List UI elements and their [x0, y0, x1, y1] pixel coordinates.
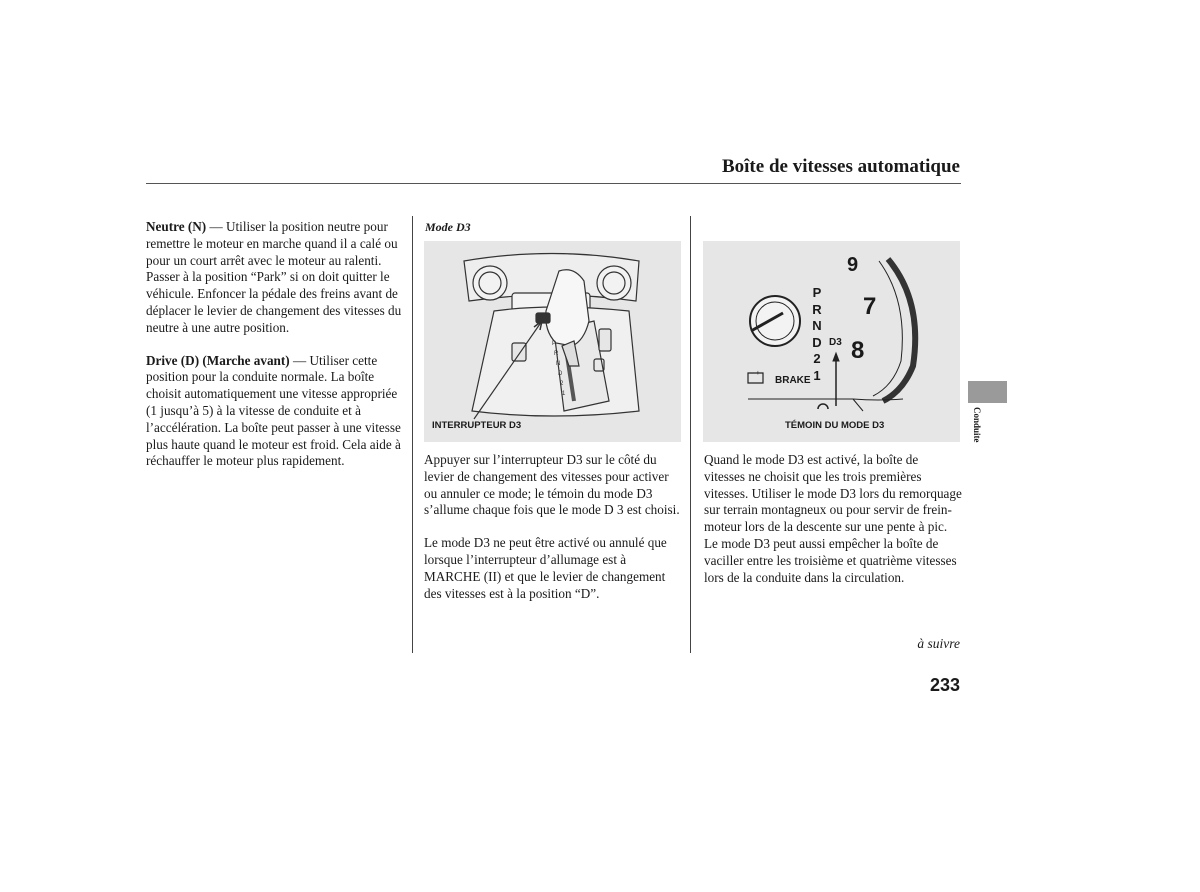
drive-term: Drive (D) (Marche avant) — [146, 352, 290, 368]
section-tab-label: Conduite — [972, 407, 982, 443]
column-3-text — [704, 452, 962, 586]
d3-conditions-paragraph: Le mode D3 ne peut être activé ou annulé que lorsque l’interrupteur d’allumage est à MARCHE (II) et que le levier de changement des vitesses est à la position “D”. — [424, 535, 667, 601]
drive-body: — Utiliser cette position pour la conduite normale. La boîte choisit automatiquement une vitesse appropriée (1 jusqu’à 5) à la vitesse de conduite et à l’accélération. La boîte peut passer à une vitesse plus haute quand le moteur est froid. Cela aide à réchauffer le moteur plus rapidement. — [146, 352, 401, 469]
d3-indicator-figure — [703, 241, 960, 442]
d3-mode-paragraph: Quand le mode D3 est activé, la boîte de vitesses ne choisit que les trois premières vitesses. Utiliser le mode D3 lors du remorquage sur terrain montagneux ou pour servir de frein-moteur lors de la descente sur une pente à pic. Le mode D3 peut aussi empêcher la boîte de vaciller entre les troisième et quatrième vitesses lors de la conduite dans la circulation. — [704, 452, 962, 585]
svg-text:2: 2 — [560, 381, 564, 387]
gear-2: 2 — [813, 351, 821, 366]
neutral-term: Neutre (N) — [146, 219, 207, 234]
gear-shifter-illustration — [424, 241, 681, 442]
svg-text:D: D — [558, 371, 563, 377]
header-rule — [146, 183, 961, 184]
continued-note: à suivre — [917, 636, 960, 651]
tach-number-6: 6 — [847, 252, 859, 274]
section-tab — [968, 381, 1007, 403]
svg-text:R: R — [554, 351, 559, 357]
gear-indicator-list — [810, 285, 824, 384]
gear-p: P — [812, 285, 822, 300]
d3-indicator-caption: TÉMOIN DU MODE D3 — [785, 420, 885, 431]
gear-d: D — [812, 334, 822, 350]
brake-label: BRAKE — [775, 375, 811, 386]
gear-1: 1 — [813, 367, 821, 383]
column-1 — [146, 219, 404, 470]
drive-paragraph — [146, 353, 404, 471]
d3-switch-caption: INTERRUPTEUR D3 — [432, 420, 522, 431]
gear-r: R — [812, 301, 822, 317]
neutral-paragraph — [146, 219, 404, 337]
d3-switch-figure — [424, 241, 681, 442]
d3-switch-paragraph: Appuyer sur l’interrupteur D3 sur le côté du levier de changement des vitesses pour activer ou annuler ce mode; le témoin du mode D3 s’allume chaque fois que le mode D 3 est choisi. — [424, 452, 680, 518]
svg-text:P: P — [552, 341, 557, 347]
tach-number-8: 8 — [851, 337, 865, 364]
battery-label: – + — [750, 370, 760, 377]
column-divider-2 — [690, 216, 691, 653]
column-2-text — [424, 452, 684, 602]
column-divider-1 — [412, 216, 413, 653]
page-title: Boîte de vitesses automatique — [721, 156, 960, 177]
svg-text:1: 1 — [562, 391, 566, 397]
tach-number-7: 7 — [863, 293, 877, 320]
neutral-body: — Utiliser la position neutre pour remettre le moteur en marche quand il a calé ou pour un court arrêt avec le moteur au ralenti. Passer à la position “Park” si on doit quitter le véhicule. Enfoncer la pédale des freins avant de déplacer le levier de changement des vitesses du neutre à une autre position. — [146, 219, 402, 335]
mode-d3-heading: Mode D3 — [425, 220, 471, 234]
gear-n: N — [812, 318, 822, 333]
svg-text:N: N — [556, 361, 561, 367]
d3-indicator-label: D3 — [829, 337, 842, 348]
page-number: 233 — [929, 675, 960, 695]
